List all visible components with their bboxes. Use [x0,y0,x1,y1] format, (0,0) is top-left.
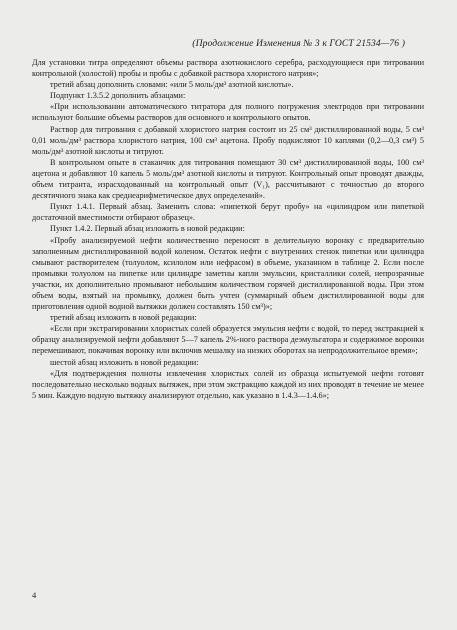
paragraph: В контрольном опыте в стаканчик для титрования помещают 30 см³ дистиллированной воды, 100 см³ ацетона и добавляют 10 капель 5 моль/дм³ азотной кислоты и титруют. Контрольный опыт проводят дважды, объем титранта, израсходованный на контрольный опыт (V₁), рассчитывают с точностью до второго десятичного знака как среднеарифметическое двух определений». [32,157,424,201]
paragraph: третий абзац изложить в новой редакции: [50,313,197,323]
paragraph: «Пробу анализируемой нефти количественно переносят в делительную воронку с предварительно заполненным дистиллированной водой коленом. Остаток нефти с внутренних стенок пипетки или цилиндра смывают растворителем (толуолом, ксилолом или нефрасом) в объеме, указанном в таблице 2. Если после промывки толуолом на пипетке или цилиндре заметны капли эмульсии, кристаллики солей, непрозрачные участки, их дополнительно промывают небольшим количеством горячей дистиллированной воды. При этом объем воды, взятый на промывку, должен быть учтен (суммарный объем дистиллированной воды для приготовления одной водной вытяжки должен составлять 150 см³)»; [32,235,424,312]
paragraph: Пункт 1.4.2. Первый абзац изложить в новой редакции: [50,224,245,234]
paragraph: «Для подтверждения полноты извлечения хлористых солей из образца испытуемой нефти готовят последовательно несколько водных вытяжек, при этом экстракцию каждой из них проводят в течение не менее 5 мин. Каждую водную вытяжку анализируют отдельно, как указано в 1.4.3—1.4.6»; [32,368,424,400]
paragraph: «При использовании автоматического титратора для полного погружения электродов при титровании используют большие объемы растворов для основного и контрольного опытов. [32,102,424,123]
body-text [32,57,424,401]
paragraph: Раствор для титрования с добавкой хлористого натрия состоит из 25 см³ дистиллированной воды, 5 см³ 0,01 моль/дм³ раствора хлористого натрия, 100 см³ ацетона. Пробу подкисляют 10 каплями (0,2—0,3 см³) 5 моль/дм³ азотной кислоты и титруют. [32,124,424,156]
paragraph: «Если при экстрагировании хлористых солей образуется эмульсия нефти с водой, то перед экстракцией к образцу анализируемой нефти добавляют 5—7 капель 2%-ного раствора деэмульгатора и содержимое воронки перемешивают, покачивая воронку или включив мешалку на низких оборотах на непродолжительное время»; [32,324,424,356]
paragraph: третий абзац дополнить словами: «или 5 моль/дм³ азотной кислоты». [50,80,294,90]
paragraph: Подпункт 1.3.5.2 дополнить абзацами: [50,91,186,101]
running-header: (Продолжение Изменения № 3 к ГОСТ 21534—76 ) [192,38,405,49]
paragraph: Для установки титра определяют объемы раствора азотнокислого серебра, расходующиеся при титровании контрольной (холостой) пробы и пробы с добавкой раствора хлористого натрия»; [32,58,424,79]
paragraph: Пункт 1.4.1. Первый абзац. Заменить слова: «пипеткой берут пробу» на «цилиндром или пипеткой достаточной вместимости отбирают образец». [32,202,424,223]
paragraph: шестой абзац изложить в новой редакции: [50,357,199,367]
page-number: 4 [32,590,37,600]
